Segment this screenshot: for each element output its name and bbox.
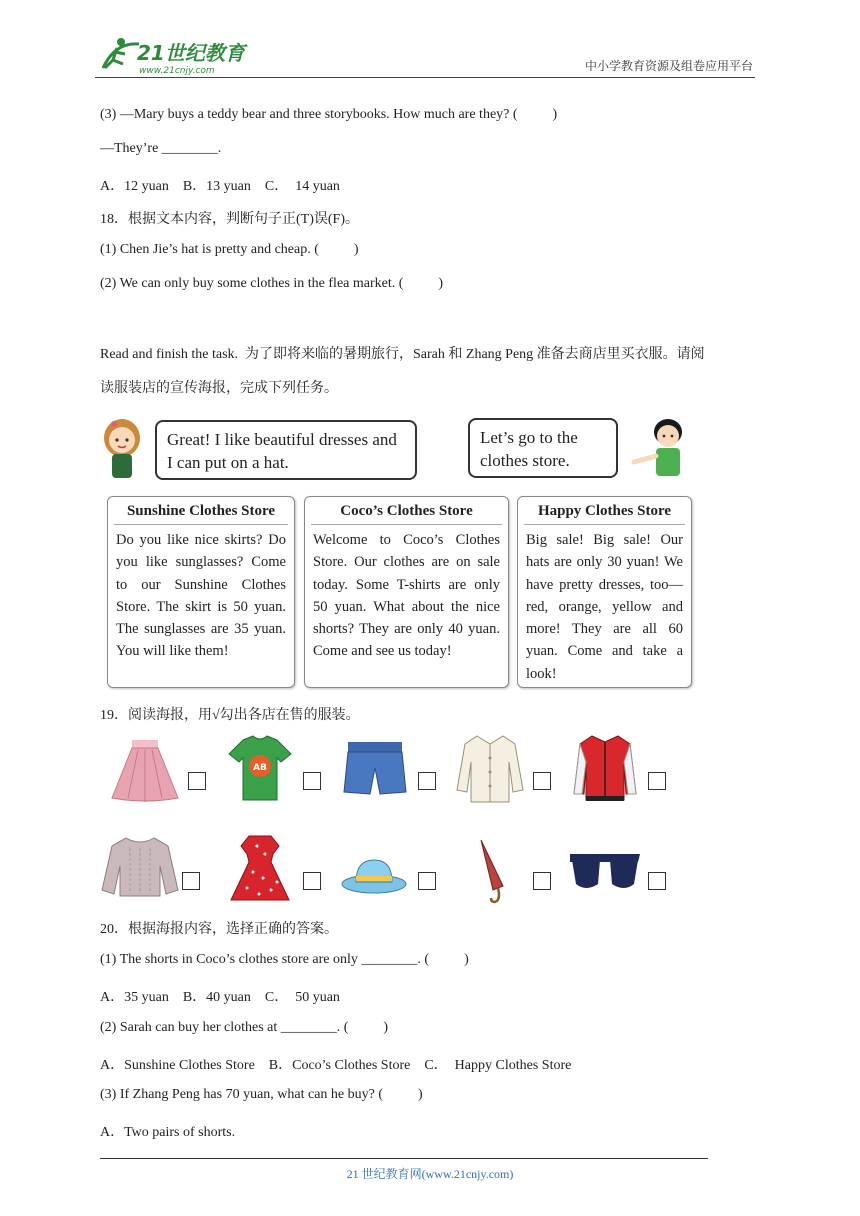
- logo-icon: [95, 34, 265, 78]
- hat-option: [336, 832, 446, 912]
- question-20-2: (2) Sarah can buy her clothes at ________. ( ): [100, 1020, 389, 1035]
- skirt-icon: [106, 732, 184, 807]
- footer-divider: [100, 1158, 708, 1159]
- shirt-icon: [451, 732, 529, 807]
- boy-speech-bubble: Let’s go to the clothes store.: [468, 418, 618, 478]
- reading-intro-line-2: 读服装店的宣传海报，完成下列任务。: [100, 381, 338, 396]
- logo-url: www.21cnjy.com: [139, 66, 215, 76]
- girl-speech-bubble: Great! I like beautiful dresses and I can put on a hat.: [155, 420, 417, 480]
- page-header: [95, 30, 755, 78]
- question-17-3-options: A．12 yuan B．13 yuan C． 14 yuan: [100, 179, 340, 194]
- question-20-1-options: A．35 yuan B．40 yuan C． 50 yuan: [100, 990, 340, 1005]
- question-18-title: 18．根据文本内容，判断句子正(T)误(F)。: [100, 212, 359, 227]
- shirt-checkbox[interactable]: [533, 772, 551, 790]
- question-20-1: (1) The shorts in Coco’s clothes store are only ________. ( ): [100, 952, 469, 967]
- poster-illustration: [100, 412, 700, 692]
- footer-text[interactable]: 21 世纪教育网(www.21cnjy.com): [346, 1167, 514, 1181]
- dress-option: [221, 832, 331, 912]
- happy-store-poster: [517, 496, 692, 688]
- store-text: Big sale! Big sale! Our hats are only 30 yuan! We have pretty dresses, too—red, orange, yellow and more! They are all 60 yuan. Come and take a look!: [526, 532, 683, 682]
- skirt-option: [106, 732, 216, 812]
- question-20-2-options: A．Sunshine Clothes Store B．Coco’s Clothes Store C． Happy Clothes Store: [100, 1058, 572, 1073]
- question-17-3-answer: —They’re ________.: [100, 141, 222, 156]
- sunglasses-icon: [566, 832, 644, 907]
- svg-text:AB: AB: [253, 763, 267, 773]
- hat-icon: [336, 832, 414, 907]
- clothing-row-2: [100, 832, 670, 912]
- platform-name: 中小学教育资源及组卷应用平台: [584, 59, 753, 73]
- store-title: Coco’s Clothes Store: [311, 497, 502, 525]
- sunglasses-option: [566, 832, 676, 912]
- umbrella-option: [451, 832, 561, 912]
- tshirt-checkbox[interactable]: [303, 772, 321, 790]
- tshirt-icon: [221, 732, 299, 807]
- question-17-3: (3) —Mary buys a teddy bear and three storybooks. How much are they? ( ): [100, 107, 558, 122]
- dress-icon: [221, 832, 299, 907]
- jacket-option: [566, 732, 676, 812]
- store-title: Sunshine Clothes Store: [114, 497, 288, 525]
- sweater-icon: [100, 832, 180, 907]
- question-19-title: 19．阅读海报，用√勾出各店在售的服装。: [100, 708, 360, 723]
- shorts-checkbox[interactable]: [418, 772, 436, 790]
- umbrella-checkbox[interactable]: [533, 872, 551, 890]
- store-text: Do you like nice skirts? Do you like sunglasses? Come to our Sunshine Clothes Store. The skirt is 50 yuan. The sunglasses are 35 yuan. You will like them!: [116, 532, 286, 660]
- dress-checkbox[interactable]: [303, 872, 321, 890]
- question-20-3-option-a: A．Two pairs of shorts.: [100, 1125, 236, 1140]
- question-18-2: (2) We can only buy some clothes in the flea market. ( ): [100, 276, 444, 291]
- sweater-checkbox[interactable]: [182, 872, 200, 890]
- tshirt-option: [221, 732, 331, 812]
- store-title: Happy Clothes Store: [524, 497, 685, 525]
- sweater-option: [100, 832, 210, 912]
- coco-store-poster: [304, 496, 509, 688]
- sunglasses-checkbox[interactable]: [648, 872, 666, 890]
- shorts-option: [336, 732, 446, 812]
- logo-text: 21世纪教育: [137, 41, 245, 65]
- boy-icon: [628, 416, 692, 480]
- skirt-checkbox[interactable]: [188, 772, 206, 790]
- shorts-icon: [336, 732, 414, 807]
- jacket-checkbox[interactable]: [648, 772, 666, 790]
- store-text: Welcome to Coco’s Clothes Store. Our clothes are on sale today. Some T-shirts are only 50 yuan. What about the nice shorts? They are only 40 yuan. Come and see us today!: [313, 532, 500, 660]
- question-20-3: (3) If Zhang Peng has 70 yuan, what can he buy? ( ): [100, 1087, 423, 1102]
- question-18-1: (1) Chen Jie’s hat is pretty and cheap. ( ): [100, 242, 359, 257]
- clothing-row-1: [100, 732, 670, 812]
- reading-intro-line-1: Read and finish the task. 为了即将来临的暑期旅行，Sarah 和 Zhang Peng 准备去商店里买衣服。请阅: [100, 347, 705, 362]
- girl-icon: [100, 416, 144, 480]
- hat-checkbox[interactable]: [418, 872, 436, 890]
- sunshine-store-poster: [107, 496, 295, 688]
- question-20-title: 20．根据海报内容，选择正确的答案。: [100, 922, 338, 937]
- shirt-option: [451, 732, 561, 812]
- jacket-icon: [566, 732, 644, 807]
- umbrella-icon: [451, 832, 529, 907]
